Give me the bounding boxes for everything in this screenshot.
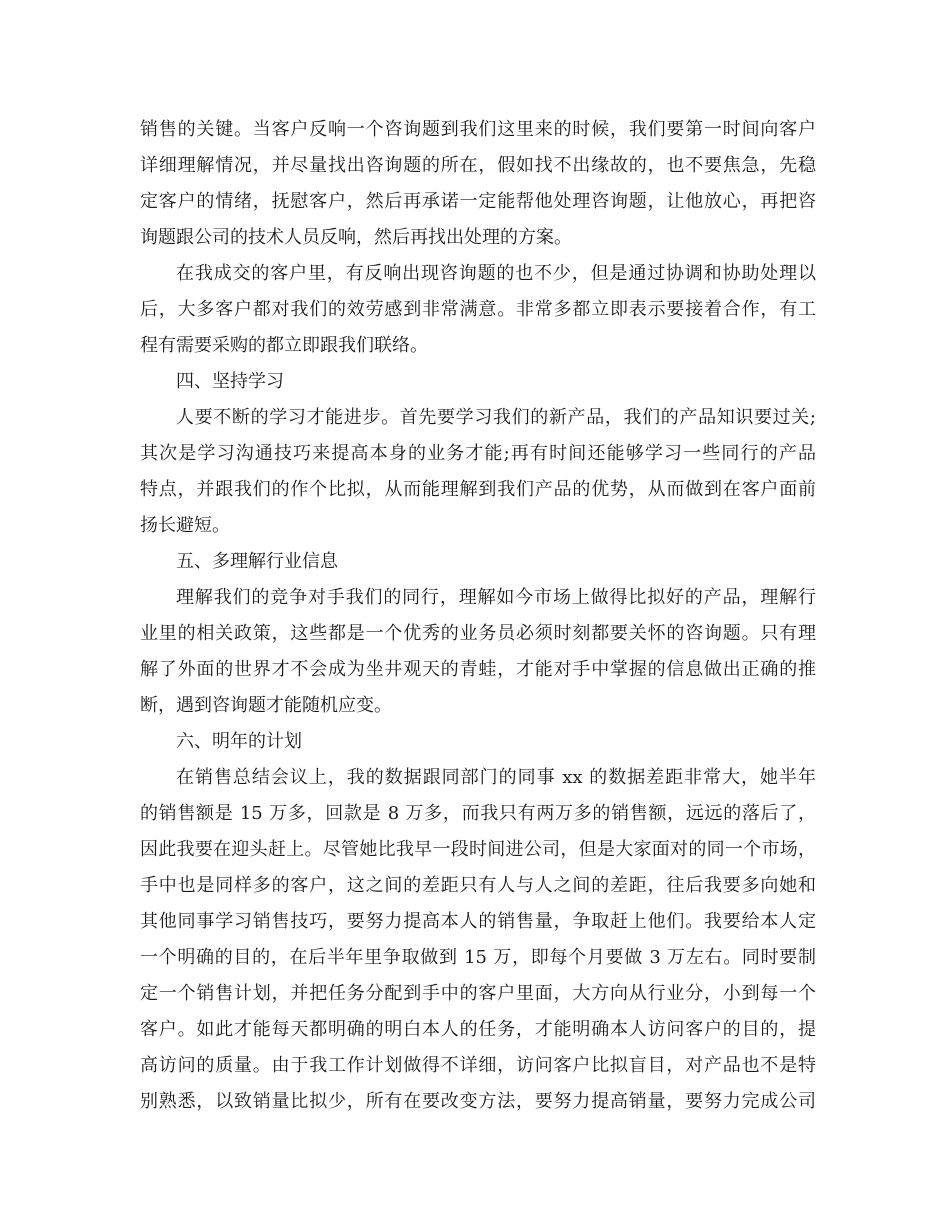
text-line: 定一个销售计划，并把任务分配到手中的客户里面，大方向从行业分，小到每一个: [140, 983, 816, 1004]
text-line: 在销售总结会议上，我的数据跟同部门的同事 xx 的数据差距非常大，她半年: [176, 767, 816, 788]
text-line: 其他同事学习销售技巧，要努力提高本人的销售量，争取赶上他们。我要给本人定: [140, 911, 816, 932]
text-line: 扬长避短。: [140, 515, 230, 536]
text-line: 别熟悉，以致销量比拟少，所有在要改变方法，要努力提高销量，要努力完成公司: [140, 1091, 816, 1112]
text-line: 销售的关键。当客户反响一个咨询题到我们这里来的时候，我们要第一时间向客户: [140, 119, 816, 140]
text-line: 的销售额是 15 万多，回款是 8 万多，而我只有两万多的销售额，远远的落后了，: [140, 803, 816, 824]
text-line: 详细理解情况，并尽量找出咨询题的所在，假如找不出缘故的，也不要焦急，先稳: [140, 155, 816, 176]
text-line: 其次是学习沟通技巧来提高本身的业务才能;再有时间还能够学习一些同行的产品: [140, 443, 816, 464]
text-line: 在我成交的客户里，有反响出现咨询题的也不少，但是通过协调和协助处理以: [176, 263, 816, 284]
text-line: 询题跟公司的技术人员反响，然后再找出处理的方案。: [140, 227, 572, 248]
text-line: 人要不断的学习才能进步。首先要学习我们的新产品，我们的产品知识要过关;: [176, 407, 816, 428]
text-line: 手中也是同样多的客户，这之间的差距只有人与人之间的差距，往后我要多向她和: [140, 875, 816, 896]
text-line: 后，大多客户都对我们的效劳感到非常满意。非常多都立即表示要接着合作，有工: [140, 299, 816, 320]
text-line: 一个明确的目的，在后半年里争取做到 15 万，即每个月要做 3 万左右。同时要制: [140, 947, 816, 968]
text-line: 断，遇到咨询题才能随机应变。: [140, 695, 392, 716]
text-line: 程有需要采购的都立即跟我们联络。: [140, 335, 428, 356]
text-line: 高访问的质量。由于我工作计划做得不详细，访问客户比拟盲目，对产品也不是特: [140, 1055, 816, 1076]
text-line: 五、多理解行业信息: [176, 551, 338, 572]
text-line: 客户。如此才能每天都明确的明白本人的任务，才能明确本人访问客户的目的，提: [140, 1019, 816, 1040]
text-line: 因此我要在迎头赶上。尽管她比我早一段时间进公司，但是大家面对的同一个市场，: [140, 839, 816, 860]
text-line: 四、坚持学习: [176, 371, 284, 392]
text-line: 解了外面的世界才不会成为坐井观天的青蛙，才能对手中掌握的信息做出正确的推: [140, 659, 816, 680]
document-body: [140, 112, 816, 1120]
text-line: 业里的相关政策，这些都是一个优秀的业务员必须时刻都要关怀的咨询题。只有理: [140, 623, 816, 644]
text-line: 理解我们的竞争对手我们的同行，理解如今市场上做得比拟好的产品，理解行: [176, 587, 816, 608]
text-line: 六、明年的计划: [176, 731, 302, 752]
text-line: 特点，并跟我们的作个比拟，从而能理解到我们产品的优势，从而做到在客户面前: [140, 479, 816, 500]
text-line: 定客户的情绪，抚慰客户，然后再承诺一定能帮他处理咨询题，让他放心，再把咨: [140, 191, 816, 212]
